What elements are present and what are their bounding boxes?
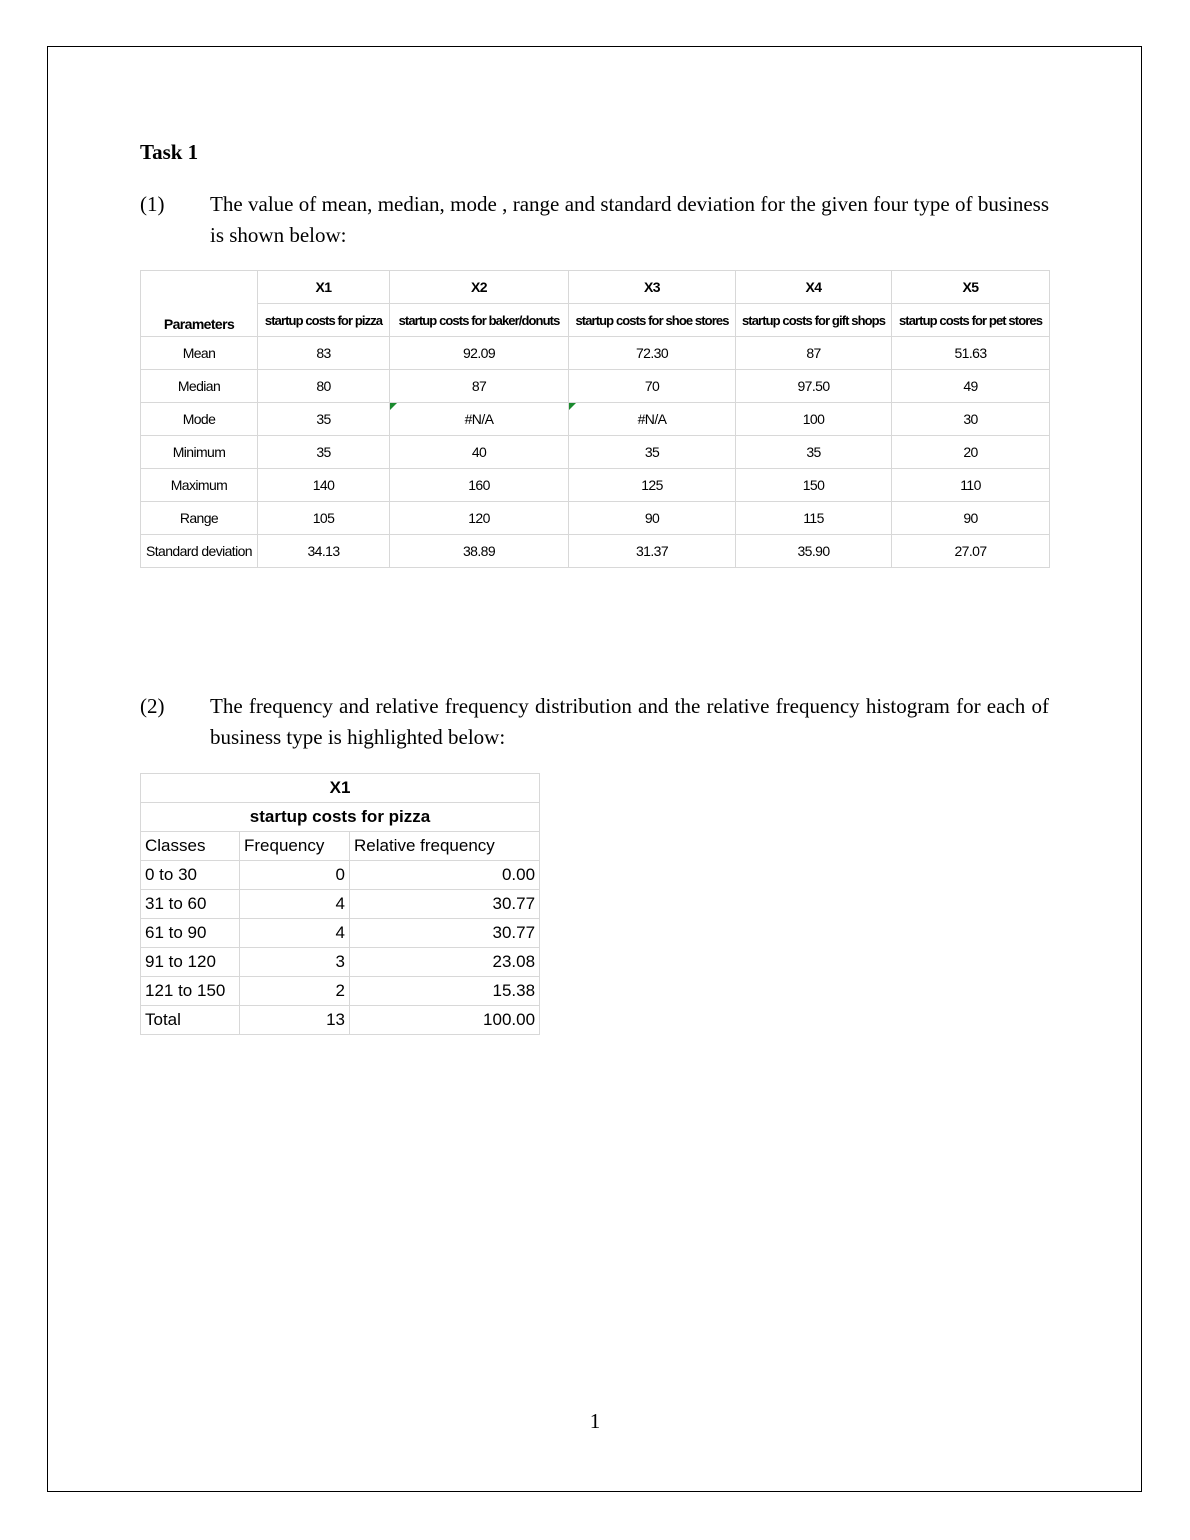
section-2 (140, 691, 1049, 753)
section-1-text: The value of mean, median, mode , range and standard deviation for the given four type of business is shown below: (210, 192, 1049, 247)
row-name: Minimum (141, 436, 258, 469)
freq-class: 0 to 30 (141, 861, 240, 890)
cell: 38.89 (390, 535, 569, 568)
cell-error (569, 403, 736, 436)
freq-title-row (141, 803, 540, 832)
page-border (47, 46, 1142, 1492)
page-heading: Task 1 (140, 140, 199, 164)
freq-relative: 30.77 (350, 919, 540, 948)
cell: 87 (736, 337, 892, 370)
stats-row (141, 502, 1050, 535)
freq-class: 61 to 90 (141, 919, 240, 948)
cell: 140 (258, 469, 390, 502)
cell: 35 (258, 403, 390, 436)
cell: 35 (736, 436, 892, 469)
error-indicator-icon (390, 403, 397, 410)
row-name: Range (141, 502, 258, 535)
row-name: Median (141, 370, 258, 403)
cell: 105 (258, 502, 390, 535)
freq-total-row (141, 1006, 540, 1035)
freq-relative: 30.77 (350, 890, 540, 919)
page-number: 1 (589, 1409, 601, 1433)
col-code: X3 (569, 271, 736, 304)
col-code: X4 (736, 271, 892, 304)
cell: 90 (569, 502, 736, 535)
cell: 51.63 (892, 337, 1050, 370)
row-name: Mode (141, 403, 258, 436)
freq-class: 31 to 60 (141, 890, 240, 919)
stats-row (141, 337, 1050, 370)
error-indicator-icon (569, 403, 576, 410)
freq-header-row (141, 832, 540, 861)
cell: 120 (390, 502, 569, 535)
freq-class: 91 to 120 (141, 948, 240, 977)
stats-row (141, 469, 1050, 502)
freq-count: 0 (240, 861, 350, 890)
cell: 115 (736, 502, 892, 535)
freq-relative: 0.00 (350, 861, 540, 890)
row-name: Maximum (141, 469, 258, 502)
stats-label-row (141, 304, 1050, 337)
cell: 72.30 (569, 337, 736, 370)
section-2-text: The frequency and relative frequency distribution and the relative frequency histogram for each of business type is highlighted below: (210, 694, 1049, 749)
cell: 35 (258, 436, 390, 469)
cell-error-text: #N/A (464, 411, 494, 427)
stats-row (141, 403, 1050, 436)
cell: 34.13 (258, 535, 390, 568)
cell: 27.07 (892, 535, 1050, 568)
stats-row (141, 535, 1050, 568)
freq-header: Relative frequency (350, 832, 540, 861)
freq-header: Frequency (240, 832, 350, 861)
cell: 70 (569, 370, 736, 403)
frequency-table (140, 773, 540, 1035)
cell: 40 (390, 436, 569, 469)
cell: 90 (892, 502, 1050, 535)
freq-code-row (141, 774, 540, 803)
parameters-header: Parameters (141, 271, 258, 337)
freq-class: 121 to 150 (141, 977, 240, 1006)
cell: 35.90 (736, 535, 892, 568)
cell: 160 (390, 469, 569, 502)
cell: 31.37 (569, 535, 736, 568)
freq-count: 13 (240, 1006, 350, 1035)
freq-relative: 23.08 (350, 948, 540, 977)
freq-row (141, 919, 540, 948)
freq-relative: 100.00 (350, 1006, 540, 1035)
freq-count: 2 (240, 977, 350, 1006)
row-name: Standard deviation (141, 535, 258, 568)
col-code: X5 (892, 271, 1050, 304)
cell: 92.09 (390, 337, 569, 370)
freq-code: X1 (141, 774, 540, 803)
stats-table (140, 270, 1050, 568)
cell: 150 (736, 469, 892, 502)
col-label: startup costs for pizza (258, 304, 390, 337)
col-label: startup costs for pet stores (892, 304, 1050, 337)
row-name: Mean (141, 337, 258, 370)
freq-row (141, 890, 540, 919)
freq-count: 3 (240, 948, 350, 977)
section-1-number: (1) (140, 192, 165, 216)
col-label: startup costs for shoe stores (569, 304, 736, 337)
cell: 49 (892, 370, 1050, 403)
stats-row (141, 370, 1050, 403)
freq-title: startup costs for pizza (141, 803, 540, 832)
cell-error (390, 403, 569, 436)
col-code: X2 (390, 271, 569, 304)
cell: 87 (390, 370, 569, 403)
freq-count: 4 (240, 919, 350, 948)
cell: 100 (736, 403, 892, 436)
col-code: X1 (258, 271, 390, 304)
col-label: startup costs for baker/donuts (390, 304, 569, 337)
freq-header: Classes (141, 832, 240, 861)
freq-class: Total (141, 1006, 240, 1035)
cell: 83 (258, 337, 390, 370)
stats-row (141, 436, 1050, 469)
cell-error-text: #N/A (637, 411, 667, 427)
cell: 35 (569, 436, 736, 469)
freq-row (141, 948, 540, 977)
freq-row (141, 977, 540, 1006)
stats-code-row (141, 271, 1050, 304)
col-label: startup costs for gift shops (736, 304, 892, 337)
cell: 30 (892, 403, 1050, 436)
section-1 (140, 189, 1049, 251)
freq-count: 4 (240, 890, 350, 919)
cell: 97.50 (736, 370, 892, 403)
cell: 20 (892, 436, 1050, 469)
cell: 110 (892, 469, 1050, 502)
freq-relative: 15.38 (350, 977, 540, 1006)
section-2-number: (2) (140, 694, 165, 718)
cell: 125 (569, 469, 736, 502)
cell: 80 (258, 370, 390, 403)
freq-row (141, 861, 540, 890)
